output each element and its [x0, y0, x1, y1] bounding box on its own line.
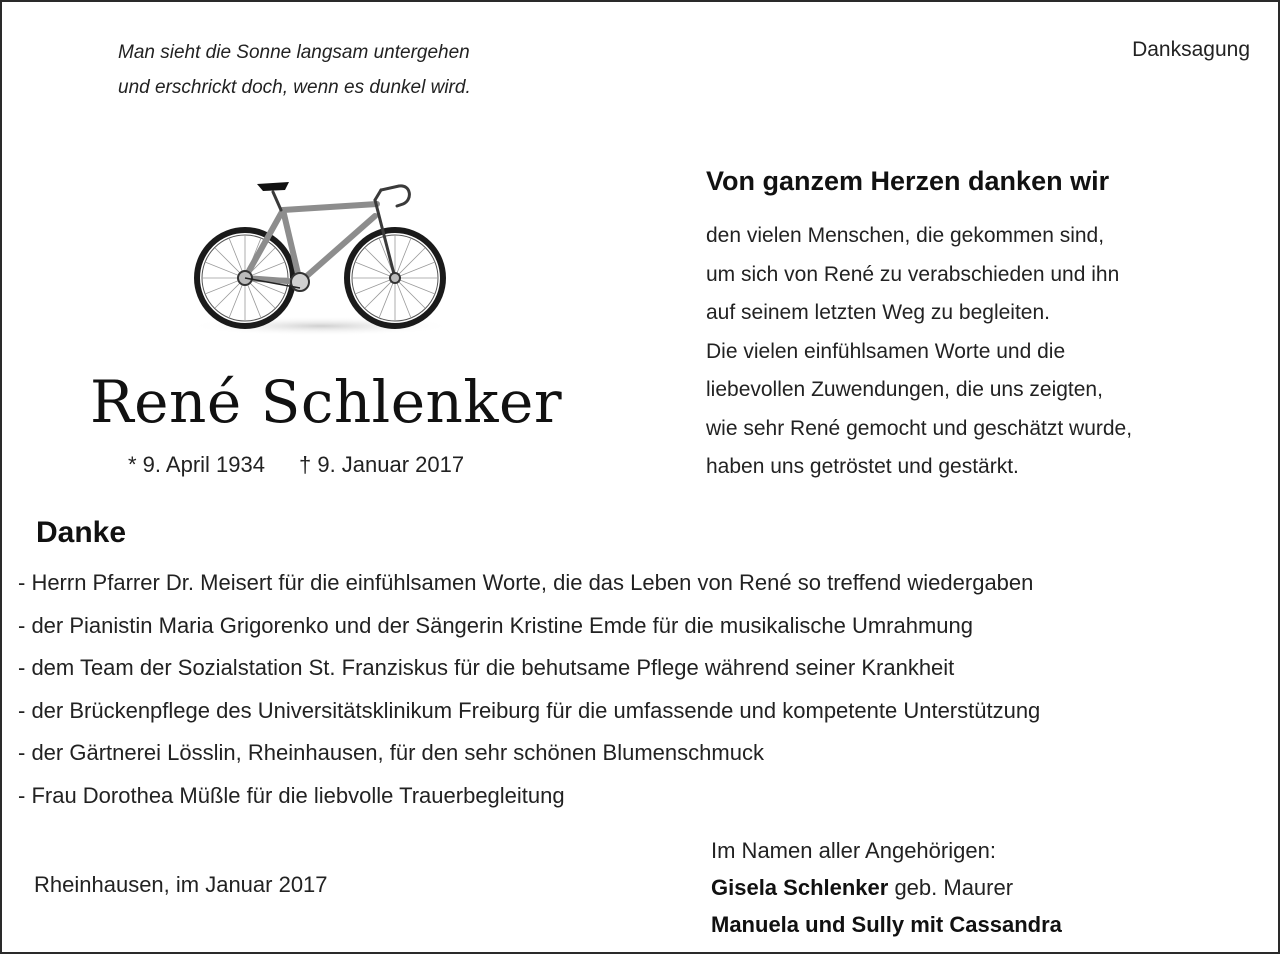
list-item: - Frau Dorothea Müßle für die liebvolle Trauerbegleitung: [18, 782, 565, 808]
notice-type-label: Danksagung: [1132, 38, 1250, 61]
signature-line-2: [711, 906, 1062, 943]
signature-name-1-suffix: geb. Maurer: [888, 875, 1014, 900]
signature-line-1: [711, 869, 1062, 906]
list-item: - der Brückenpflege des Universitätsklinikum Freiburg für die umfassende und kompetente Unterstützung: [18, 697, 1041, 723]
birth-date: * 9. April 1934: [128, 452, 265, 477]
deceased-name: René Schlenker: [90, 368, 563, 436]
signature-name-1: Gisela Schlenker: [711, 875, 889, 900]
thanks-line: wie sehr René gemocht und geschätzt wurde,: [706, 416, 1133, 440]
bicycle-icon: [185, 170, 457, 338]
motto-line-2: und erschrickt doch, wenn es dunkel wird.: [118, 77, 471, 98]
death-date: † 9. Januar 2017: [298, 452, 465, 477]
motto-line-1: Man sieht die Sonne langsam untergehen: [118, 42, 470, 63]
thanks-heading: Von ganzem Herzen danken wir: [706, 166, 1110, 196]
list-item: - der Gärtnerei Lösslin, Rheinhausen, für den sehr schönen Blumenschmuck: [18, 740, 764, 765]
thanks-line: Die vielen einfühlsamen Worte und die: [706, 339, 1066, 363]
list-item: - der Pianistin Maria Grigorenko und der Sängerin Kristine Emde für die musikalische Umrahmung: [18, 612, 973, 638]
thanks-line: den vielen Menschen, die gekommen sind,: [706, 224, 1105, 247]
danke-list: [18, 562, 1040, 817]
place-date: Rheinhausen, im Januar 2017: [34, 872, 328, 897]
thanks-line: auf seinem letzten Weg zu begleiten.: [706, 301, 1050, 324]
thanks-line: um sich von René zu verabschieden und ihn: [706, 262, 1120, 286]
thanks-text: [706, 217, 1132, 487]
motto-quote: [118, 35, 471, 105]
signature-block: [711, 832, 1062, 943]
signature-name-2: Manuela und Sully mit Cassandra: [711, 912, 1062, 937]
danke-heading: Danke: [36, 516, 127, 549]
thanks-line: haben uns getröstet und gestärkt.: [706, 455, 1019, 478]
list-item: - dem Team der Sozialstation St. Franziskus für die behutsame Pflege während seiner Krankheit: [18, 655, 955, 680]
life-dates: [128, 452, 464, 478]
list-item: - Herrn Pfarrer Dr. Meisert für die einfühlsamen Worte, die das Leben von René so treffend wiedergaben: [18, 570, 1034, 595]
signature-intro: Im Namen aller Angehörigen:: [711, 838, 996, 863]
thanks-line: liebevollen Zuwendungen, die uns zeigten,: [706, 378, 1103, 401]
